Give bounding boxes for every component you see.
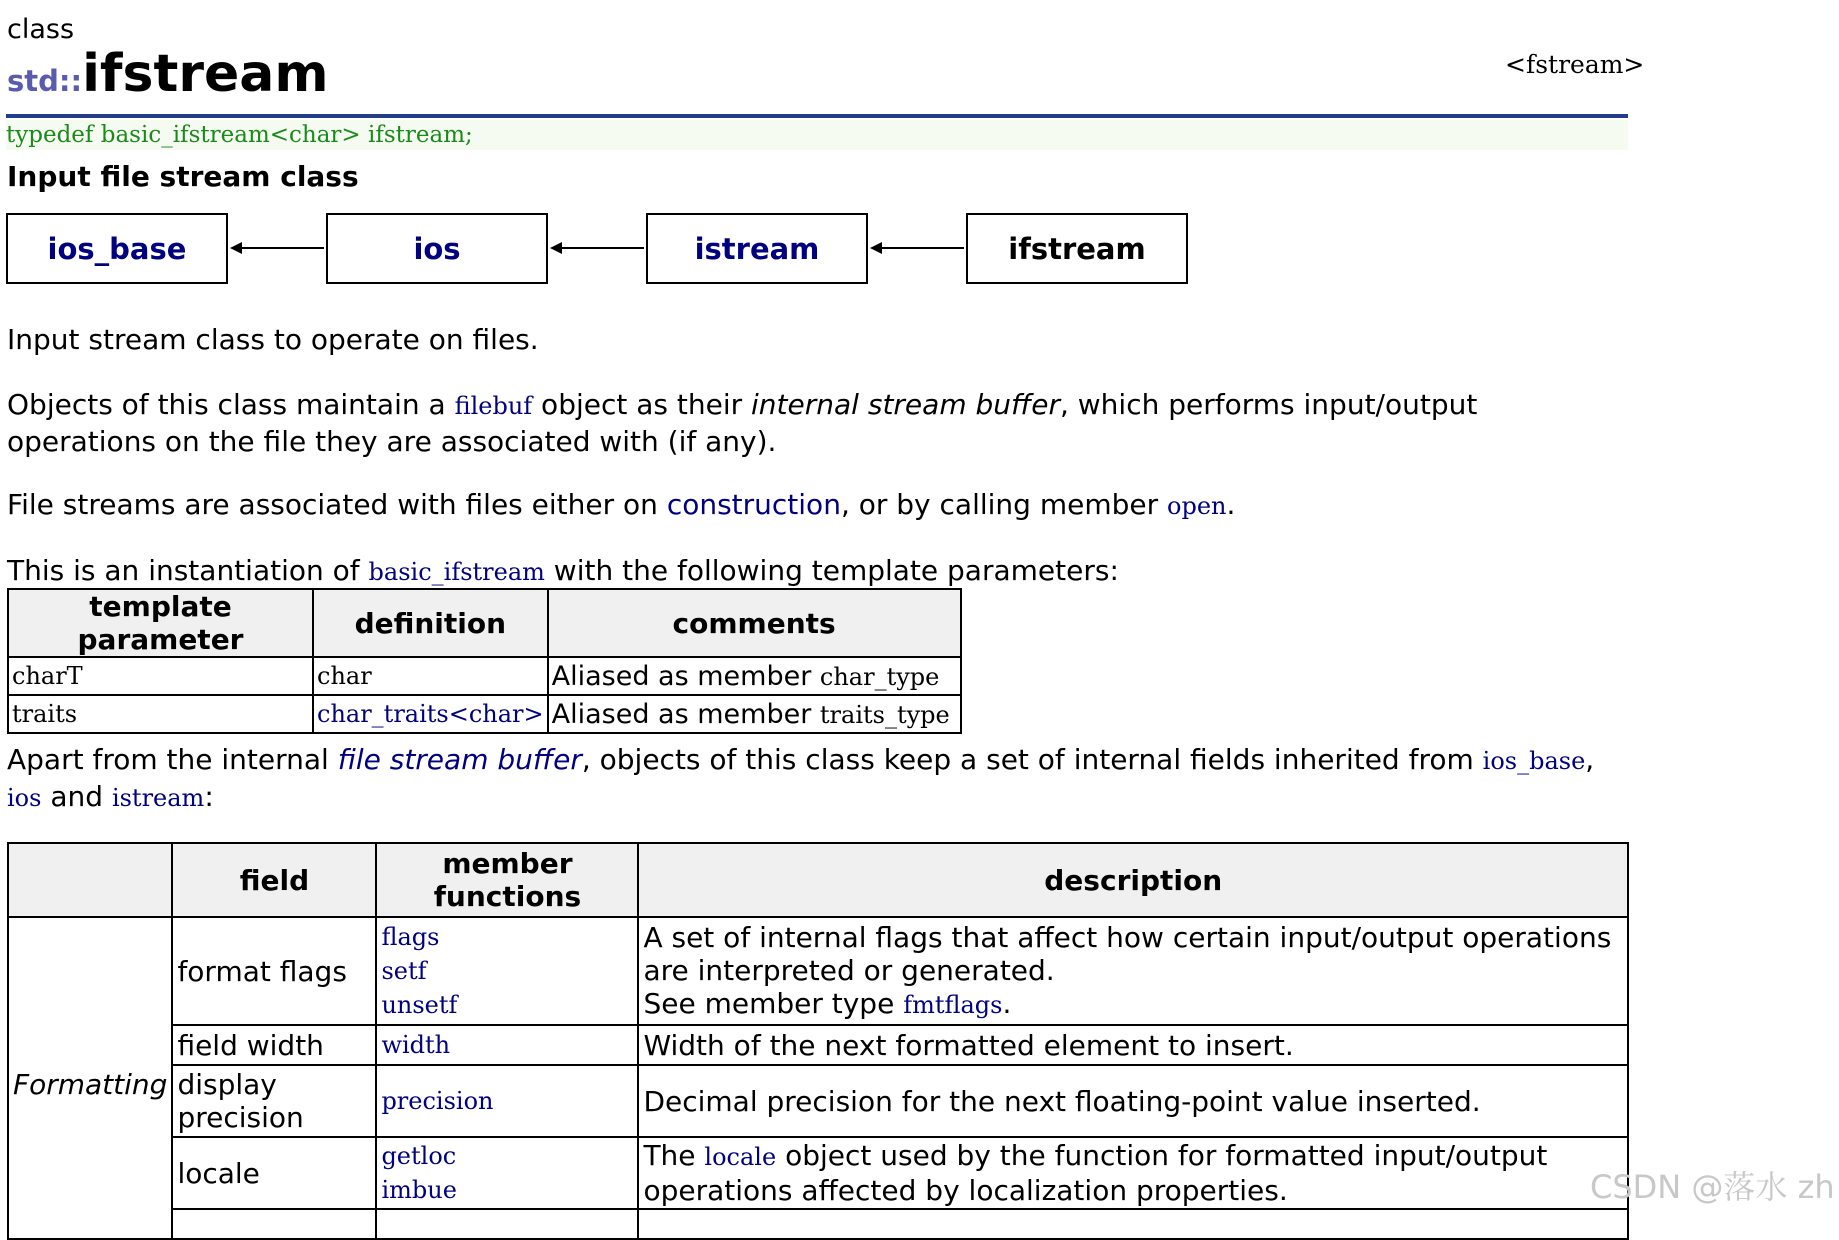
intro-paragraph: Input stream class to operate on files.	[7, 323, 539, 356]
instantiation-paragraph: This is an instantiation of basic_ifstream with the following template parameters:	[7, 554, 1119, 587]
comment-cell: Aliased as member traits_type	[548, 695, 961, 733]
table-row	[8, 1025, 1628, 1065]
title-divider	[6, 114, 1628, 118]
table-row	[8, 695, 961, 733]
column-header	[8, 843, 172, 917]
namespace-label: std::	[7, 64, 83, 98]
description-cell: Width of the next formatted element to insert.	[638, 1025, 1628, 1065]
typedef-declaration: typedef basic_ifstream<char> ifstream;	[6, 120, 1628, 150]
column-header: description	[638, 843, 1628, 917]
association-paragraph: File streams are associated with files either on construction, or by calling member open.	[7, 488, 1236, 521]
unsetf-link[interactable]: unsetf	[381, 991, 458, 1019]
column-header: member functions	[376, 843, 638, 917]
table-row	[8, 1065, 1628, 1137]
ios-base-link[interactable]: ios_base	[1482, 747, 1586, 775]
column-header: field	[172, 843, 376, 917]
field-cell: field width	[172, 1025, 376, 1065]
imbue-link[interactable]: imbue	[381, 1176, 457, 1204]
page-title	[7, 44, 329, 104]
description-cell: The locale object used by the function for formatted input/output operations affected by localization properties.	[638, 1137, 1628, 1209]
description-cell	[638, 1209, 1628, 1239]
inheritance-ios-base-link[interactable]: ios_base	[6, 213, 228, 284]
open-link[interactable]: open	[1167, 492, 1227, 520]
getloc-link[interactable]: getloc	[381, 1142, 457, 1170]
table-row	[8, 917, 1628, 1025]
field-cell: format flags	[172, 917, 376, 1025]
param-cell: traits	[8, 695, 313, 733]
construction-link[interactable]: construction	[666, 488, 841, 521]
istream-link[interactable]: istream	[111, 784, 205, 812]
column-header: comments	[548, 589, 961, 657]
precision-link[interactable]: precision	[381, 1087, 494, 1115]
param-cell: charT	[8, 657, 313, 695]
inheritance-arrow-icon	[550, 238, 644, 258]
inheritance-arrow-icon	[870, 238, 964, 258]
header-file-label: <fstream>	[1505, 50, 1645, 79]
description-cell: A set of internal flags that affect how certain input/output operations are interpreted or generated. See member type fmtflags.	[638, 917, 1628, 1025]
column-header: definition	[313, 589, 548, 657]
field-cell: display precision	[172, 1065, 376, 1137]
table-header-row	[8, 589, 961, 657]
inheritance-ios-link[interactable]: ios	[326, 213, 548, 284]
internal-fields-paragraph: Apart from the internal file stream buffer, objects of this class keep a set of internal fields inherited from ios_base, ios and istream:	[7, 743, 1595, 813]
fmtflags-link[interactable]: fmtflags	[903, 990, 1003, 1019]
file-stream-buffer-link[interactable]: file stream buffer	[337, 743, 582, 776]
table-row	[8, 1209, 1628, 1239]
table-header-row	[8, 843, 1628, 917]
group-cell: Formatting	[8, 917, 172, 1239]
inheritance-arrow-icon	[230, 238, 324, 258]
page-subtitle: Input file stream class	[7, 160, 359, 193]
setf-link[interactable]: setf	[381, 957, 427, 985]
basic-ifstream-link[interactable]: basic_ifstream	[368, 558, 545, 586]
internal-fields-table	[7, 842, 1629, 1240]
description-cell: Decimal precision for the next floating-point value inserted.	[638, 1065, 1628, 1137]
flags-link[interactable]: flags	[381, 923, 440, 951]
functions-cell	[376, 917, 638, 1025]
class-name: ifstream	[82, 44, 329, 104]
functions-cell	[376, 1025, 638, 1065]
class-kind-label: class	[7, 14, 75, 45]
definition-cell: char	[313, 657, 548, 695]
inheritance-ifstream-box: ifstream	[966, 213, 1188, 284]
functions-cell	[376, 1065, 638, 1137]
ios-link[interactable]: ios	[7, 784, 42, 812]
functions-cell	[376, 1137, 638, 1209]
width-link[interactable]: width	[381, 1031, 451, 1059]
field-cell	[172, 1209, 376, 1239]
template-parameter-table	[7, 588, 962, 734]
comment-cell: Aliased as member char_type	[548, 657, 961, 695]
functions-cell	[376, 1209, 638, 1239]
filebuf-link[interactable]: filebuf	[454, 392, 533, 420]
inheritance-istream-link[interactable]: istream	[646, 213, 868, 284]
column-header: template parameter	[8, 589, 313, 657]
char-traits-link[interactable]: char_traits<char>	[313, 695, 548, 733]
locale-link[interactable]: locale	[704, 1143, 777, 1171]
stream-buffer-paragraph: Objects of this class maintain a filebuf object as their internal stream buffer, which performs input/output operations on the file they are associated with (if any).	[7, 388, 1478, 458]
watermark: CSDN @落水 zh	[1590, 1168, 1835, 1206]
table-row	[8, 657, 961, 695]
field-cell: locale	[172, 1137, 376, 1209]
table-row	[8, 1137, 1628, 1209]
